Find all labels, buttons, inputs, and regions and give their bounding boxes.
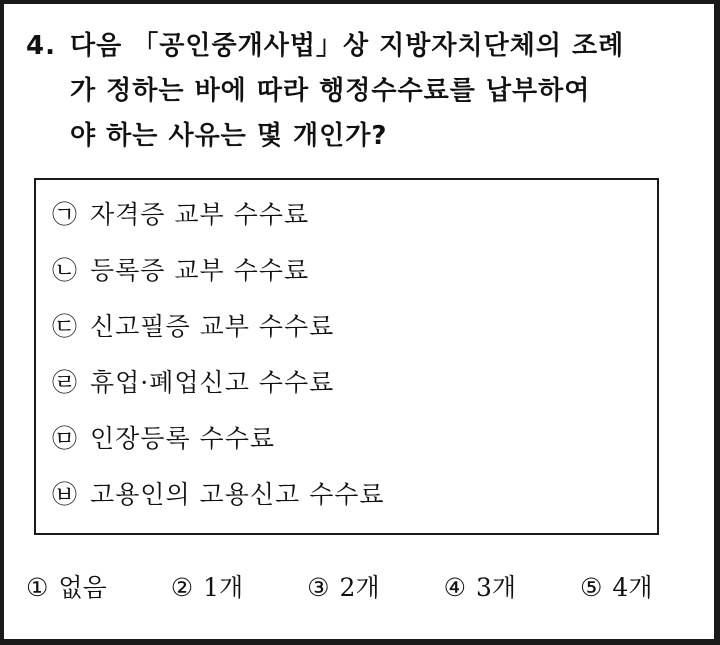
list-item [52, 254, 309, 288]
answer-choices [26, 568, 652, 604]
item-marker: ㉥ [52, 480, 79, 509]
question-text-line: 다음 「공인중개사법」상 지방자치단체의 조례 [70, 31, 625, 61]
items-box [34, 178, 659, 535]
item-marker: ㉤ [52, 424, 79, 453]
item-text: 고용인의 고용신고 수수료 [90, 480, 385, 509]
item-text: 신고필증 교부 수수료 [90, 312, 335, 341]
choice-text: 3개 [475, 573, 517, 602]
choice-number: ③ [307, 573, 330, 602]
question-text-line: 야 하는 사유는 몇 개인가? [70, 121, 388, 151]
choice-number: ② [170, 573, 194, 602]
item-text: 인장등록 수수료 [90, 424, 275, 453]
list-item [52, 422, 275, 456]
choice-number: ① [26, 573, 49, 602]
item-marker: ㉣ [52, 368, 79, 397]
answer-choice-3[interactable] [307, 568, 379, 604]
item-text: 등록증 교부 수수료 [90, 256, 310, 285]
choice-text: 2개 [339, 573, 380, 602]
question-line-1 [26, 24, 686, 69]
list-item [52, 366, 334, 400]
answer-choice-5[interactable] [580, 568, 652, 604]
question [26, 24, 686, 159]
item-text: 휴업·폐업신고 수수료 [90, 368, 335, 397]
choice-text: 4개 [612, 573, 653, 602]
item-text: 자격증 교부 수수료 [90, 200, 310, 229]
answer-choice-4[interactable] [444, 568, 516, 604]
item-marker: ㉢ [52, 312, 79, 341]
item-marker: ㉡ [52, 256, 79, 285]
question-number: 4. [26, 31, 56, 61]
question-text-line: 가 정하는 바에 따라 행정수수료를 납부하여 [70, 76, 591, 106]
answer-choice-2[interactable] [171, 568, 243, 604]
list-item [52, 478, 385, 512]
item-marker: ㉠ [52, 200, 79, 229]
answer-choice-1[interactable] [26, 568, 107, 604]
choice-number: ⑤ [580, 573, 603, 602]
choice-text: 1개 [203, 573, 244, 602]
choice-number: ④ [443, 573, 466, 602]
choice-text: 없음 [58, 573, 107, 602]
list-item [52, 310, 334, 344]
list-item [52, 198, 309, 232]
